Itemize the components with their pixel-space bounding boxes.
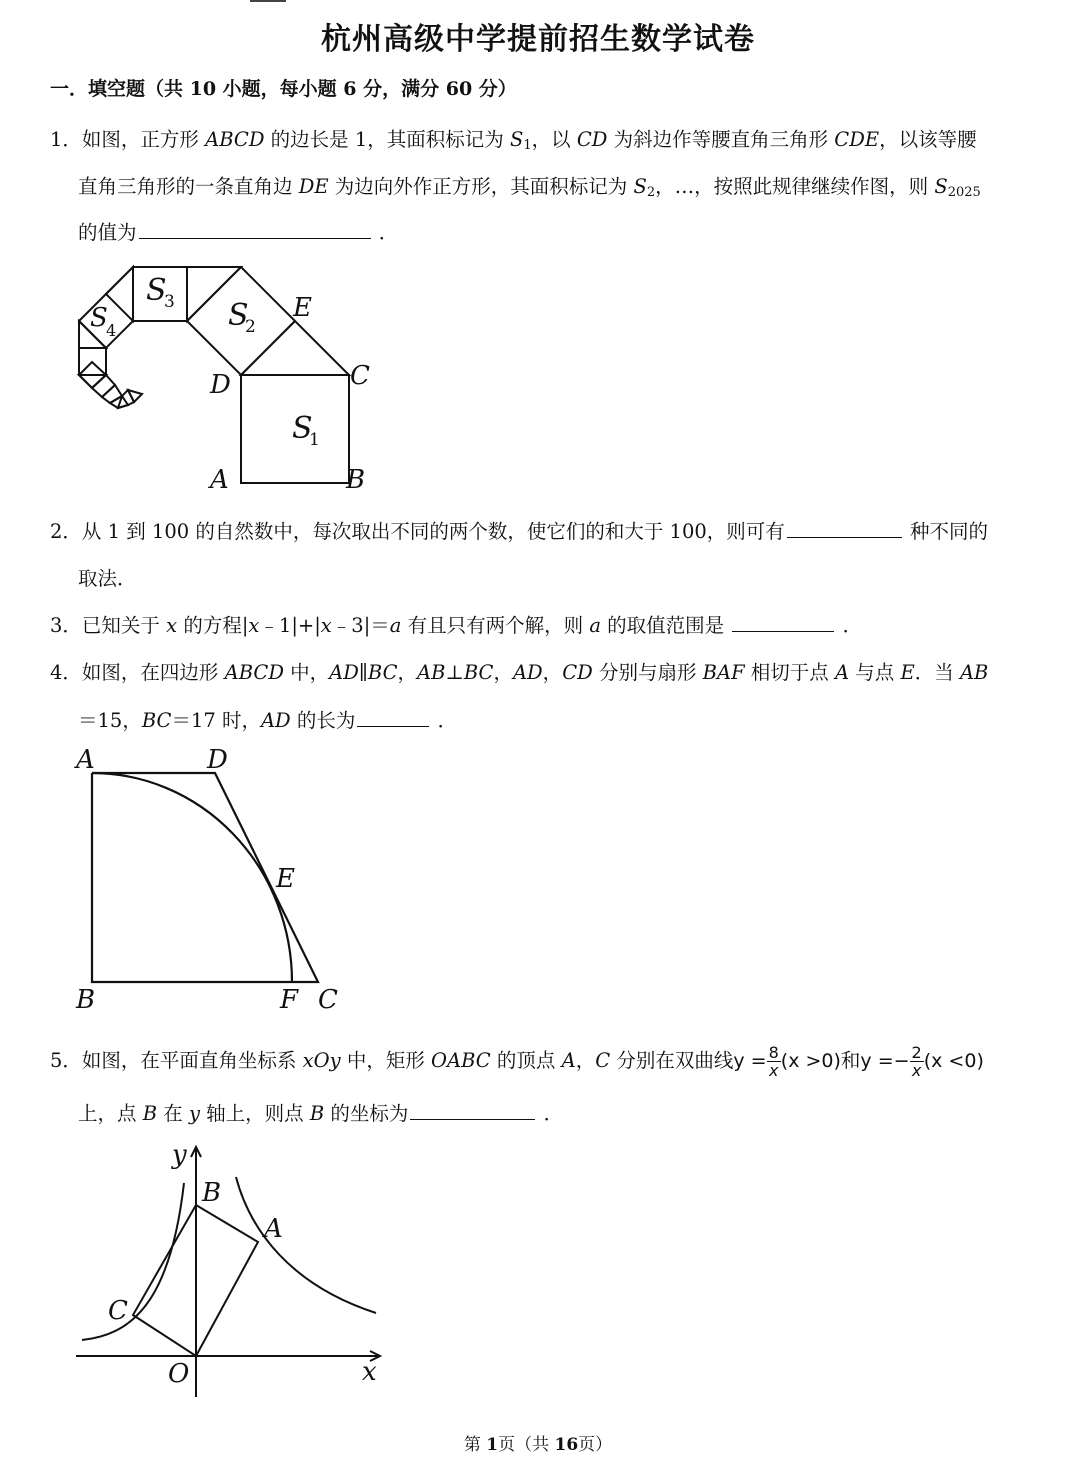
label-a: A <box>76 745 95 775</box>
label-b: B <box>346 465 366 495</box>
top-rule <box>250 0 286 2</box>
label-d: D <box>207 745 228 775</box>
arc-af <box>92 773 292 982</box>
q1-line1: 1．如图，正方形 ABCD 的边长是 1，其面积标记为 $S_1$，以 CD 为斜边作等腰直角三角形 CDE，以该等腰 <box>50 128 977 153</box>
q5-line1: 5．如图，在平面直角坐标系 xOy 中，矩形 OABC 的顶点 A，C 分别在双曲线y = $\frac{8}{x}$ (x >0)和y =− $\frac{2}{x}$ (x <0) <box>50 1043 984 1080</box>
label-c: C <box>108 1296 128 1326</box>
label-a: A <box>210 465 229 495</box>
fraction-8-over-x: $\frac{8}{x}$ <box>768 1043 779 1080</box>
label-s3: S <box>146 273 167 308</box>
triangle-4 <box>106 267 133 321</box>
q3-line1: 3．已知关于 x 的方程|x﹣1|+|x﹣3|＝a 有且只有两个解，则 a 的取值范围是 ． <box>50 614 863 637</box>
q5-figure <box>70 1135 400 1405</box>
label-e: E <box>276 864 295 894</box>
q3-answer-blank[interactable] <box>732 630 834 632</box>
triangle-cde <box>241 321 349 375</box>
label-c: C <box>350 361 370 391</box>
q1-figure <box>70 258 390 498</box>
label-s1: S <box>292 411 313 446</box>
label-b: B <box>76 985 96 1015</box>
section-heading: 一．填空题（共 10 小题，每小题 6 分，满分 60 分） <box>50 78 517 100</box>
svg-text:4: 4 <box>106 321 117 340</box>
q4-line1: 4．如图，在四边形 ABCD 中，AD∥BC，AB⊥BC，AD，CD 分别与扇形 BAF 相切于点 A 与点 E．当 AB <box>50 661 989 684</box>
q4-line2: ＝15，BC＝17 时，AD 的长为 ． <box>78 709 458 732</box>
label-d: D <box>210 370 231 400</box>
label-f: F <box>280 985 299 1015</box>
label-y: y <box>172 1140 187 1170</box>
label-x: x <box>362 1357 377 1387</box>
q1-line2: 直角三角形的一条直角边 DE 为边向外作正方形，其面积标记为 $S_2$，…，按照此规律继续作图，则 $S_{2025}$ <box>78 175 981 200</box>
curve-neg-2-over-x <box>82 1183 184 1340</box>
label-b: B <box>202 1178 222 1208</box>
label-s2: S <box>228 298 249 333</box>
label-o: O <box>168 1359 190 1389</box>
q1-number: 1． <box>50 128 82 151</box>
svg-text:3: 3 <box>164 292 175 312</box>
q2-line2: 取法． <box>78 567 137 590</box>
page-footer: 第 1页（共 16页） <box>463 1435 613 1455</box>
label-s4: S <box>90 303 108 333</box>
q1-answer-blank[interactable] <box>139 237 371 239</box>
triangle-6 <box>79 375 106 388</box>
label-c: C <box>318 985 338 1015</box>
q5-line2: 上，点 B 在 y 轴上，则点 B 的坐标为 ． <box>78 1102 564 1125</box>
page-title: 杭州高级中学提前招生数学试卷 <box>321 22 755 57</box>
q2-line1: 2．从 1 到 100 的自然数中，每次取出不同的两个数，使它们的和大于 100，则可有 种不同的 <box>50 520 988 543</box>
q1-line3: 的值为 ． <box>78 221 399 244</box>
q2-answer-blank[interactable] <box>787 536 902 538</box>
q5-answer-blank[interactable] <box>410 1118 535 1120</box>
svg-text:2: 2 <box>245 317 256 337</box>
fraction-2-over-x: $\frac{2}{x}$ <box>911 1043 922 1080</box>
label-e: E <box>293 293 312 323</box>
svg-text:1: 1 <box>309 430 320 450</box>
q4-figure <box>70 740 360 1020</box>
label-a: A <box>264 1214 283 1244</box>
q4-answer-blank[interactable] <box>357 725 429 727</box>
